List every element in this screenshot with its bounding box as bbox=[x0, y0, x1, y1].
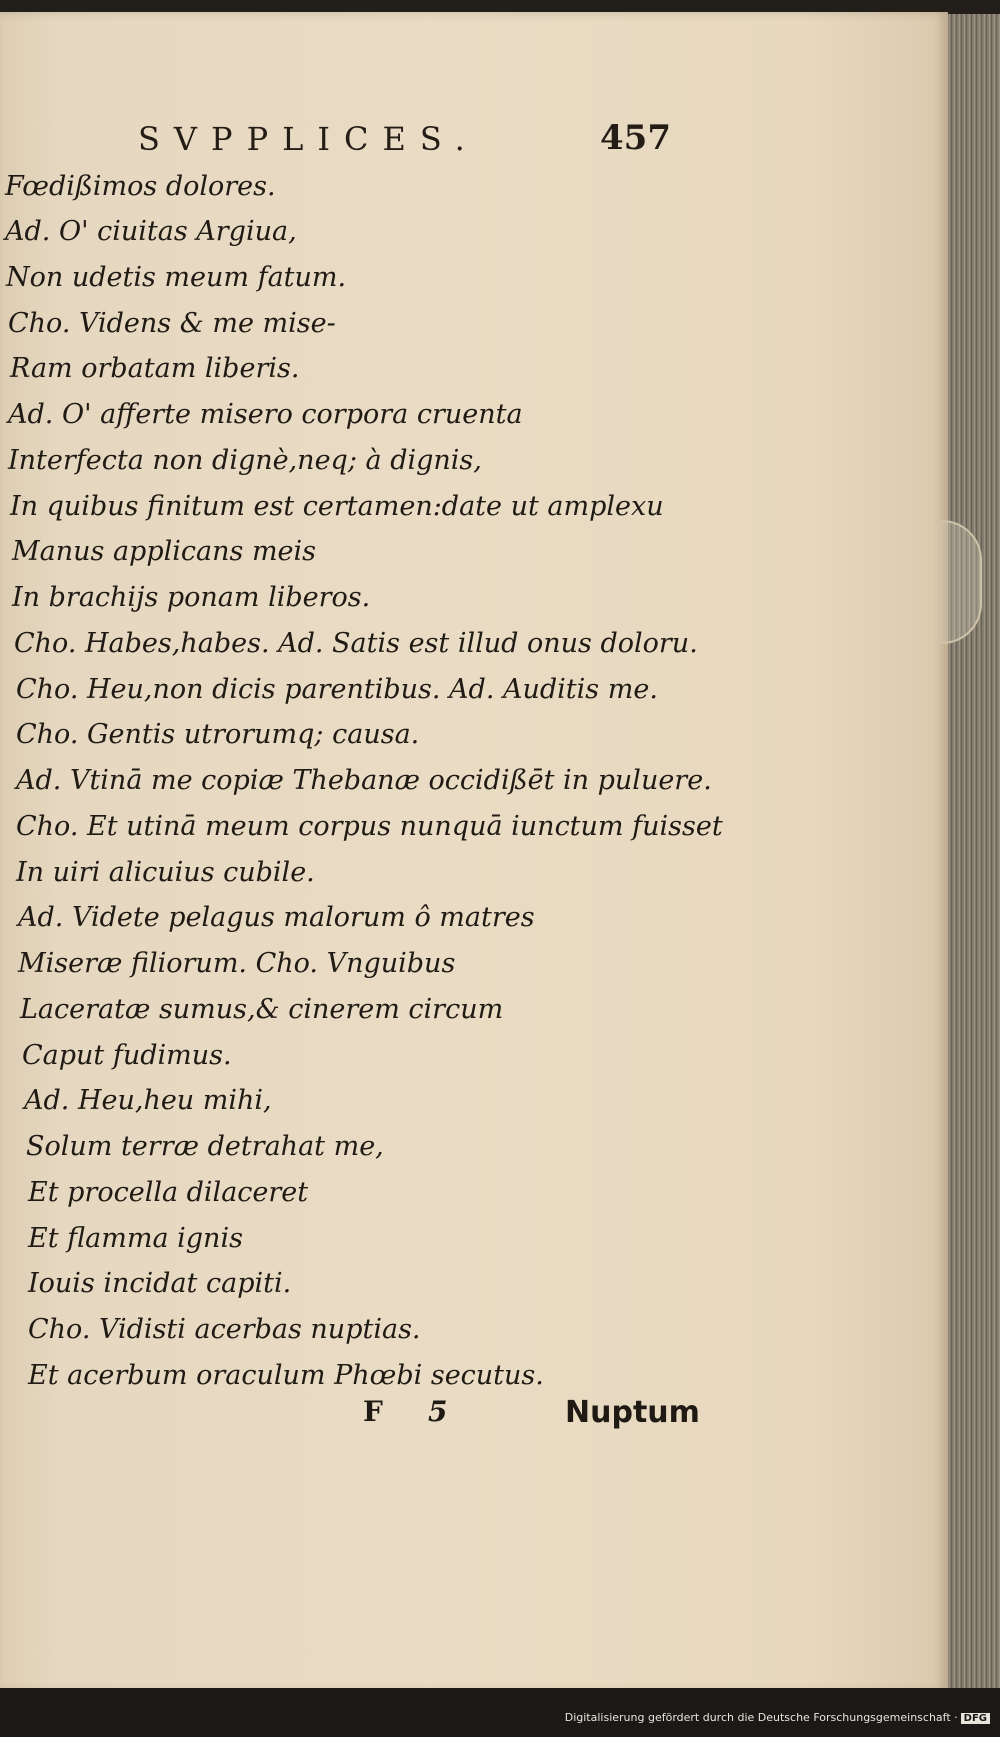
catchword: Nuptum bbox=[565, 1395, 700, 1430]
credit-text: Digitalisierung gefördert durch die Deutsche Forschungsgemeinschaft · bbox=[564, 1711, 958, 1724]
text-line: Cho. Vidisti acerbas nuptias. bbox=[28, 1314, 421, 1345]
text-line: Non udetis meum fatum. bbox=[6, 262, 347, 293]
text-line: Cho. Habes,habes. Ad. Satis est illud onus doloru. bbox=[14, 628, 698, 659]
text-line: In quibus finitum est certamen:date ut amplexu bbox=[10, 491, 664, 522]
text-line: Caput fudimus. bbox=[22, 1040, 232, 1071]
text-line: Ad. Heu,heu mihi, bbox=[24, 1085, 272, 1116]
text-line: Et flamma ignis bbox=[28, 1223, 243, 1254]
page-number: 457 bbox=[600, 118, 671, 158]
running-title: SVPPLICES. bbox=[138, 120, 479, 158]
page-stack-edge bbox=[948, 14, 1000, 1690]
digitization-credit bbox=[565, 1711, 990, 1724]
signature-mark: F bbox=[363, 1395, 383, 1428]
text-line: Fœdißimos dolores. bbox=[5, 171, 276, 202]
page-header bbox=[0, 120, 948, 160]
text-line: Ram orbatam liberis. bbox=[10, 353, 300, 384]
page-tab-outline bbox=[940, 520, 982, 644]
dfg-logo: DFG bbox=[961, 1713, 990, 1724]
text-line: Laceratæ sumus,& cinerem circum bbox=[20, 994, 504, 1025]
text-line: In uiri alicuius cubile. bbox=[16, 857, 315, 888]
text-line: Ad. Videte pelagus malorum ô matres bbox=[18, 902, 535, 933]
book-page bbox=[0, 12, 948, 1692]
page-footer bbox=[0, 1395, 948, 1435]
text-line: In brachijs ponam liberos. bbox=[12, 582, 371, 613]
text-line: Cho. Heu,non dicis parentibus. Ad. Auditis me. bbox=[16, 674, 658, 705]
text-line: Cho. Gentis utrorumq; causa. bbox=[16, 719, 420, 750]
signature-number: 5 bbox=[428, 1395, 448, 1428]
text-line: Et procella dilaceret bbox=[28, 1177, 309, 1208]
text-line: Interfecta non dignè,neq; à dignis, bbox=[8, 445, 482, 476]
text-line: Manus applicans meis bbox=[12, 536, 317, 567]
text-line: Miseræ filiorum. Cho. Vnguibus bbox=[18, 948, 456, 979]
text-line: Cho. Et utinā meum corpus nunquā iunctum fuisset bbox=[16, 811, 723, 842]
text-line: Ad. Vtinā me copiæ Thebanæ occidißēt in puluere. bbox=[16, 765, 712, 796]
text-line: Cho. Videns & me mise- bbox=[8, 308, 336, 339]
text-line: Et acerbum oraculum Phœbi secutus. bbox=[28, 1360, 544, 1391]
text-line: Iouis incidat capiti. bbox=[28, 1268, 292, 1299]
text-line: Ad. O' ciuitas Argiua, bbox=[5, 216, 297, 247]
text-line: Solum terræ detrahat me, bbox=[26, 1131, 384, 1162]
text-line: Ad. O' afferte misero corpora cruenta bbox=[8, 399, 523, 430]
